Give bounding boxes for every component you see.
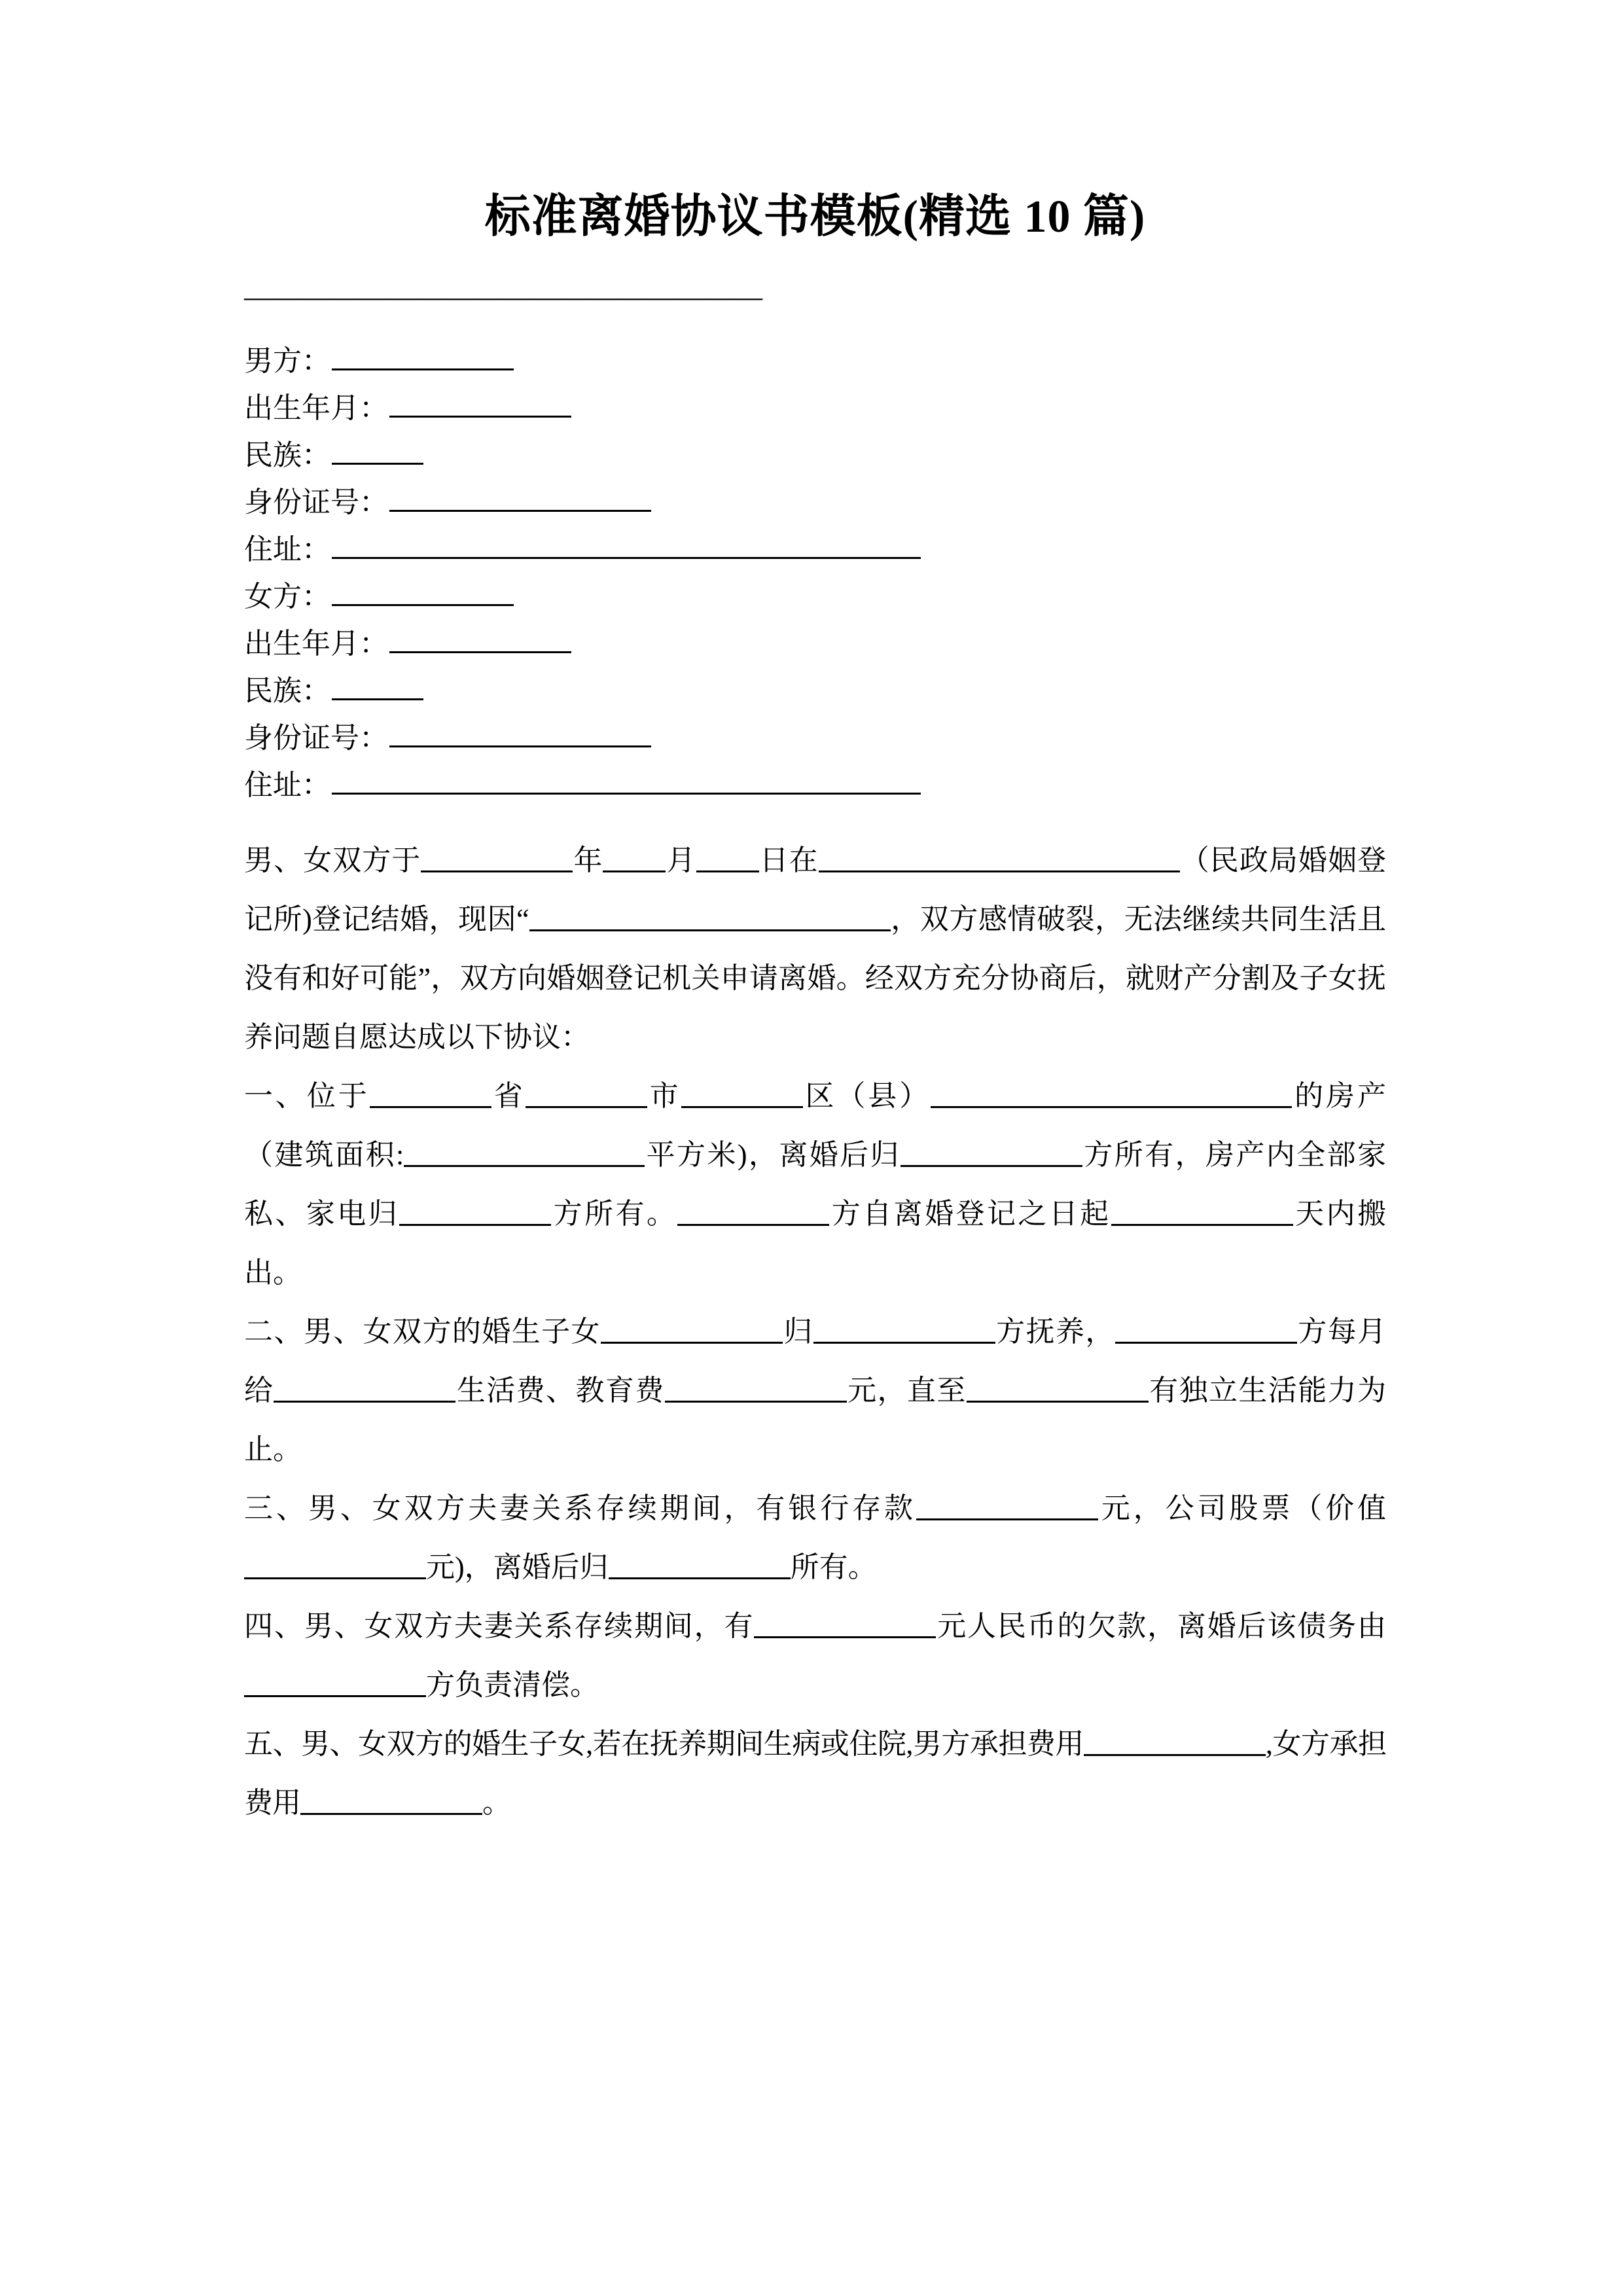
blank-moveout-days[interactable] bbox=[1111, 1206, 1293, 1226]
field-label: 民族： bbox=[244, 675, 330, 707]
blank-bank-deposit[interactable] bbox=[916, 1500, 1098, 1520]
field-blank-female-name[interactable] bbox=[332, 584, 514, 606]
field-row-male-name bbox=[244, 338, 1386, 385]
field-label: 住址： bbox=[244, 533, 330, 565]
preamble-text: 日在 bbox=[758, 844, 819, 876]
blank-marriage-year[interactable] bbox=[421, 852, 573, 872]
field-blank-female-birth[interactable] bbox=[389, 632, 571, 653]
preamble-text: 月 bbox=[666, 844, 696, 876]
field-blank-male-ethnicity[interactable] bbox=[332, 443, 423, 465]
blank-district[interactable] bbox=[681, 1088, 803, 1108]
field-label: 民族： bbox=[244, 439, 330, 471]
clause-text: 元，公司股票（价值 bbox=[1097, 1492, 1387, 1524]
clause-number: 五、 bbox=[244, 1728, 302, 1760]
field-blank-male-birth[interactable] bbox=[389, 396, 571, 418]
blank-property-owner[interactable] bbox=[901, 1147, 1082, 1167]
clause-text: 有独立生活能力为止。 bbox=[244, 1374, 1387, 1465]
clause-5-paragraph bbox=[244, 1715, 1386, 1833]
field-row-female-birth bbox=[244, 620, 1386, 668]
blank-registry-office[interactable] bbox=[819, 852, 1180, 872]
blank-support-recipient[interactable] bbox=[274, 1382, 455, 1403]
clause-text: 男、女双方夫妻关系存续期间，有银行存款 bbox=[308, 1492, 916, 1524]
preamble-text: 男、女双方于 bbox=[244, 844, 421, 876]
clause-4-paragraph bbox=[244, 1597, 1386, 1715]
blank-property-address[interactable] bbox=[931, 1088, 1292, 1108]
page-title: 标准离婚协议书模板(精选 10 篇) bbox=[484, 192, 1146, 242]
clause-text: 元)，离婚后归 bbox=[426, 1551, 609, 1583]
clause-text: 市 bbox=[647, 1080, 681, 1112]
blank-divorce-reason[interactable] bbox=[529, 911, 891, 931]
clause-1-paragraph bbox=[244, 1067, 1386, 1302]
clause-text: 方负责清偿。 bbox=[426, 1669, 599, 1701]
agreement-body bbox=[244, 809, 1386, 1833]
field-label: 女方： bbox=[244, 581, 330, 613]
blank-debt-amount[interactable] bbox=[754, 1618, 936, 1638]
party-fields-list bbox=[244, 312, 1386, 809]
field-row-female-id bbox=[244, 715, 1386, 762]
clause-text: 元人民币的欠款，离婚后该债务由 bbox=[936, 1610, 1386, 1642]
blank-furniture-owner[interactable] bbox=[399, 1206, 551, 1226]
field-blank-female-address[interactable] bbox=[332, 773, 921, 795]
blank-province[interactable] bbox=[370, 1088, 491, 1108]
preamble-text: 年 bbox=[573, 844, 603, 876]
clause-text: 生活费、教育费 bbox=[455, 1374, 665, 1407]
clause-text: 方每月给 bbox=[244, 1316, 1387, 1407]
clause-number: 二、 bbox=[244, 1316, 304, 1348]
field-row-female-ethnicity bbox=[244, 668, 1386, 715]
field-blank-female-ethnicity[interactable] bbox=[332, 679, 423, 700]
blank-stock-value[interactable] bbox=[244, 1559, 426, 1579]
clause-number: 三、 bbox=[244, 1492, 308, 1524]
clause-text: 。 bbox=[482, 1787, 510, 1819]
blank-male-medical-cost[interactable] bbox=[1084, 1736, 1266, 1756]
field-blank-female-id[interactable] bbox=[389, 726, 651, 747]
field-blank-male-address[interactable] bbox=[332, 537, 921, 559]
clause-number: 一、 bbox=[244, 1080, 307, 1112]
clause-text: 方自离婚登记之日起 bbox=[829, 1198, 1111, 1230]
clause-text: 所有。 bbox=[790, 1551, 877, 1583]
field-label: 身份证号： bbox=[244, 722, 388, 754]
preamble-text: ，双方感情破裂，无法继续共同生活且没有和好可能”，双方向婚姻登记机关申请离婚。经双方充分协商后，就财产分割及子女抚养问题自愿达成以下协议： bbox=[244, 903, 1386, 1053]
document-content bbox=[244, 0, 1386, 1833]
blank-custody-party[interactable] bbox=[813, 1323, 995, 1344]
field-row-male-ethnicity bbox=[244, 432, 1386, 479]
clause-text: 方所有。 bbox=[551, 1198, 678, 1230]
blank-moveout-party[interactable] bbox=[677, 1206, 829, 1226]
clause-2-paragraph bbox=[244, 1302, 1386, 1479]
clause-text: 的房产（建筑面积: bbox=[244, 1080, 1386, 1171]
clause-text: 男、女双方的婚生子女,若在抚养期间生病或住院,男方承担费用 bbox=[301, 1728, 1084, 1760]
clause-text: 省 bbox=[491, 1080, 526, 1112]
field-label: 男方： bbox=[244, 345, 330, 377]
field-row-male-birth bbox=[244, 385, 1386, 432]
blank-support-until[interactable] bbox=[967, 1382, 1149, 1403]
blank-marriage-day[interactable] bbox=[696, 852, 759, 872]
clause-text: 元，直至 bbox=[846, 1374, 967, 1407]
blank-city[interactable] bbox=[526, 1088, 647, 1108]
blank-paying-party[interactable] bbox=[1115, 1323, 1297, 1344]
field-label: 身份证号： bbox=[244, 486, 388, 518]
clause-text: 归 bbox=[782, 1316, 813, 1348]
field-blank-male-id[interactable] bbox=[389, 490, 651, 512]
blank-support-amount[interactable] bbox=[665, 1382, 847, 1403]
clause-text: 方所有，房产内全部家私、家电归 bbox=[244, 1139, 1386, 1230]
title-divider: —————————————————— bbox=[244, 281, 762, 313]
clause-text: 平方米)，离婚后归 bbox=[645, 1139, 901, 1171]
clause-text: 位于 bbox=[306, 1080, 370, 1112]
clause-text: 天内搬出。 bbox=[244, 1198, 1387, 1289]
blank-child-name[interactable] bbox=[601, 1323, 783, 1344]
clause-text: 男、女双方的婚生子女 bbox=[303, 1316, 601, 1348]
clause-text: ,女方承担费用 bbox=[244, 1728, 1387, 1819]
field-row-male-address bbox=[244, 526, 1386, 573]
field-row-female-name bbox=[244, 573, 1386, 620]
clause-number: 四、 bbox=[244, 1610, 304, 1642]
blank-debt-party[interactable] bbox=[244, 1677, 426, 1697]
blank-marriage-month[interactable] bbox=[603, 852, 666, 872]
blank-female-medical-cost[interactable] bbox=[300, 1795, 482, 1815]
field-blank-male-name[interactable] bbox=[332, 349, 514, 370]
clause-text: 方抚养， bbox=[995, 1316, 1115, 1348]
clause-text: 男、女双方夫妻关系存续期间，有 bbox=[304, 1610, 755, 1642]
clause-text: 区（县） bbox=[802, 1080, 931, 1112]
field-label: 住址： bbox=[244, 769, 330, 801]
blank-property-area[interactable] bbox=[404, 1147, 645, 1167]
blank-asset-owner[interactable] bbox=[609, 1559, 791, 1579]
preamble-text: （民政局婚姻登记所)登记结婚，现因“ bbox=[244, 844, 1387, 935]
field-row-male-id bbox=[244, 479, 1386, 526]
preamble-paragraph bbox=[244, 831, 1386, 1067]
field-label: 出生年月： bbox=[244, 628, 388, 660]
field-row-female-address bbox=[244, 762, 1386, 809]
field-label: 出生年月： bbox=[244, 392, 388, 424]
clause-3-paragraph bbox=[244, 1479, 1386, 1597]
